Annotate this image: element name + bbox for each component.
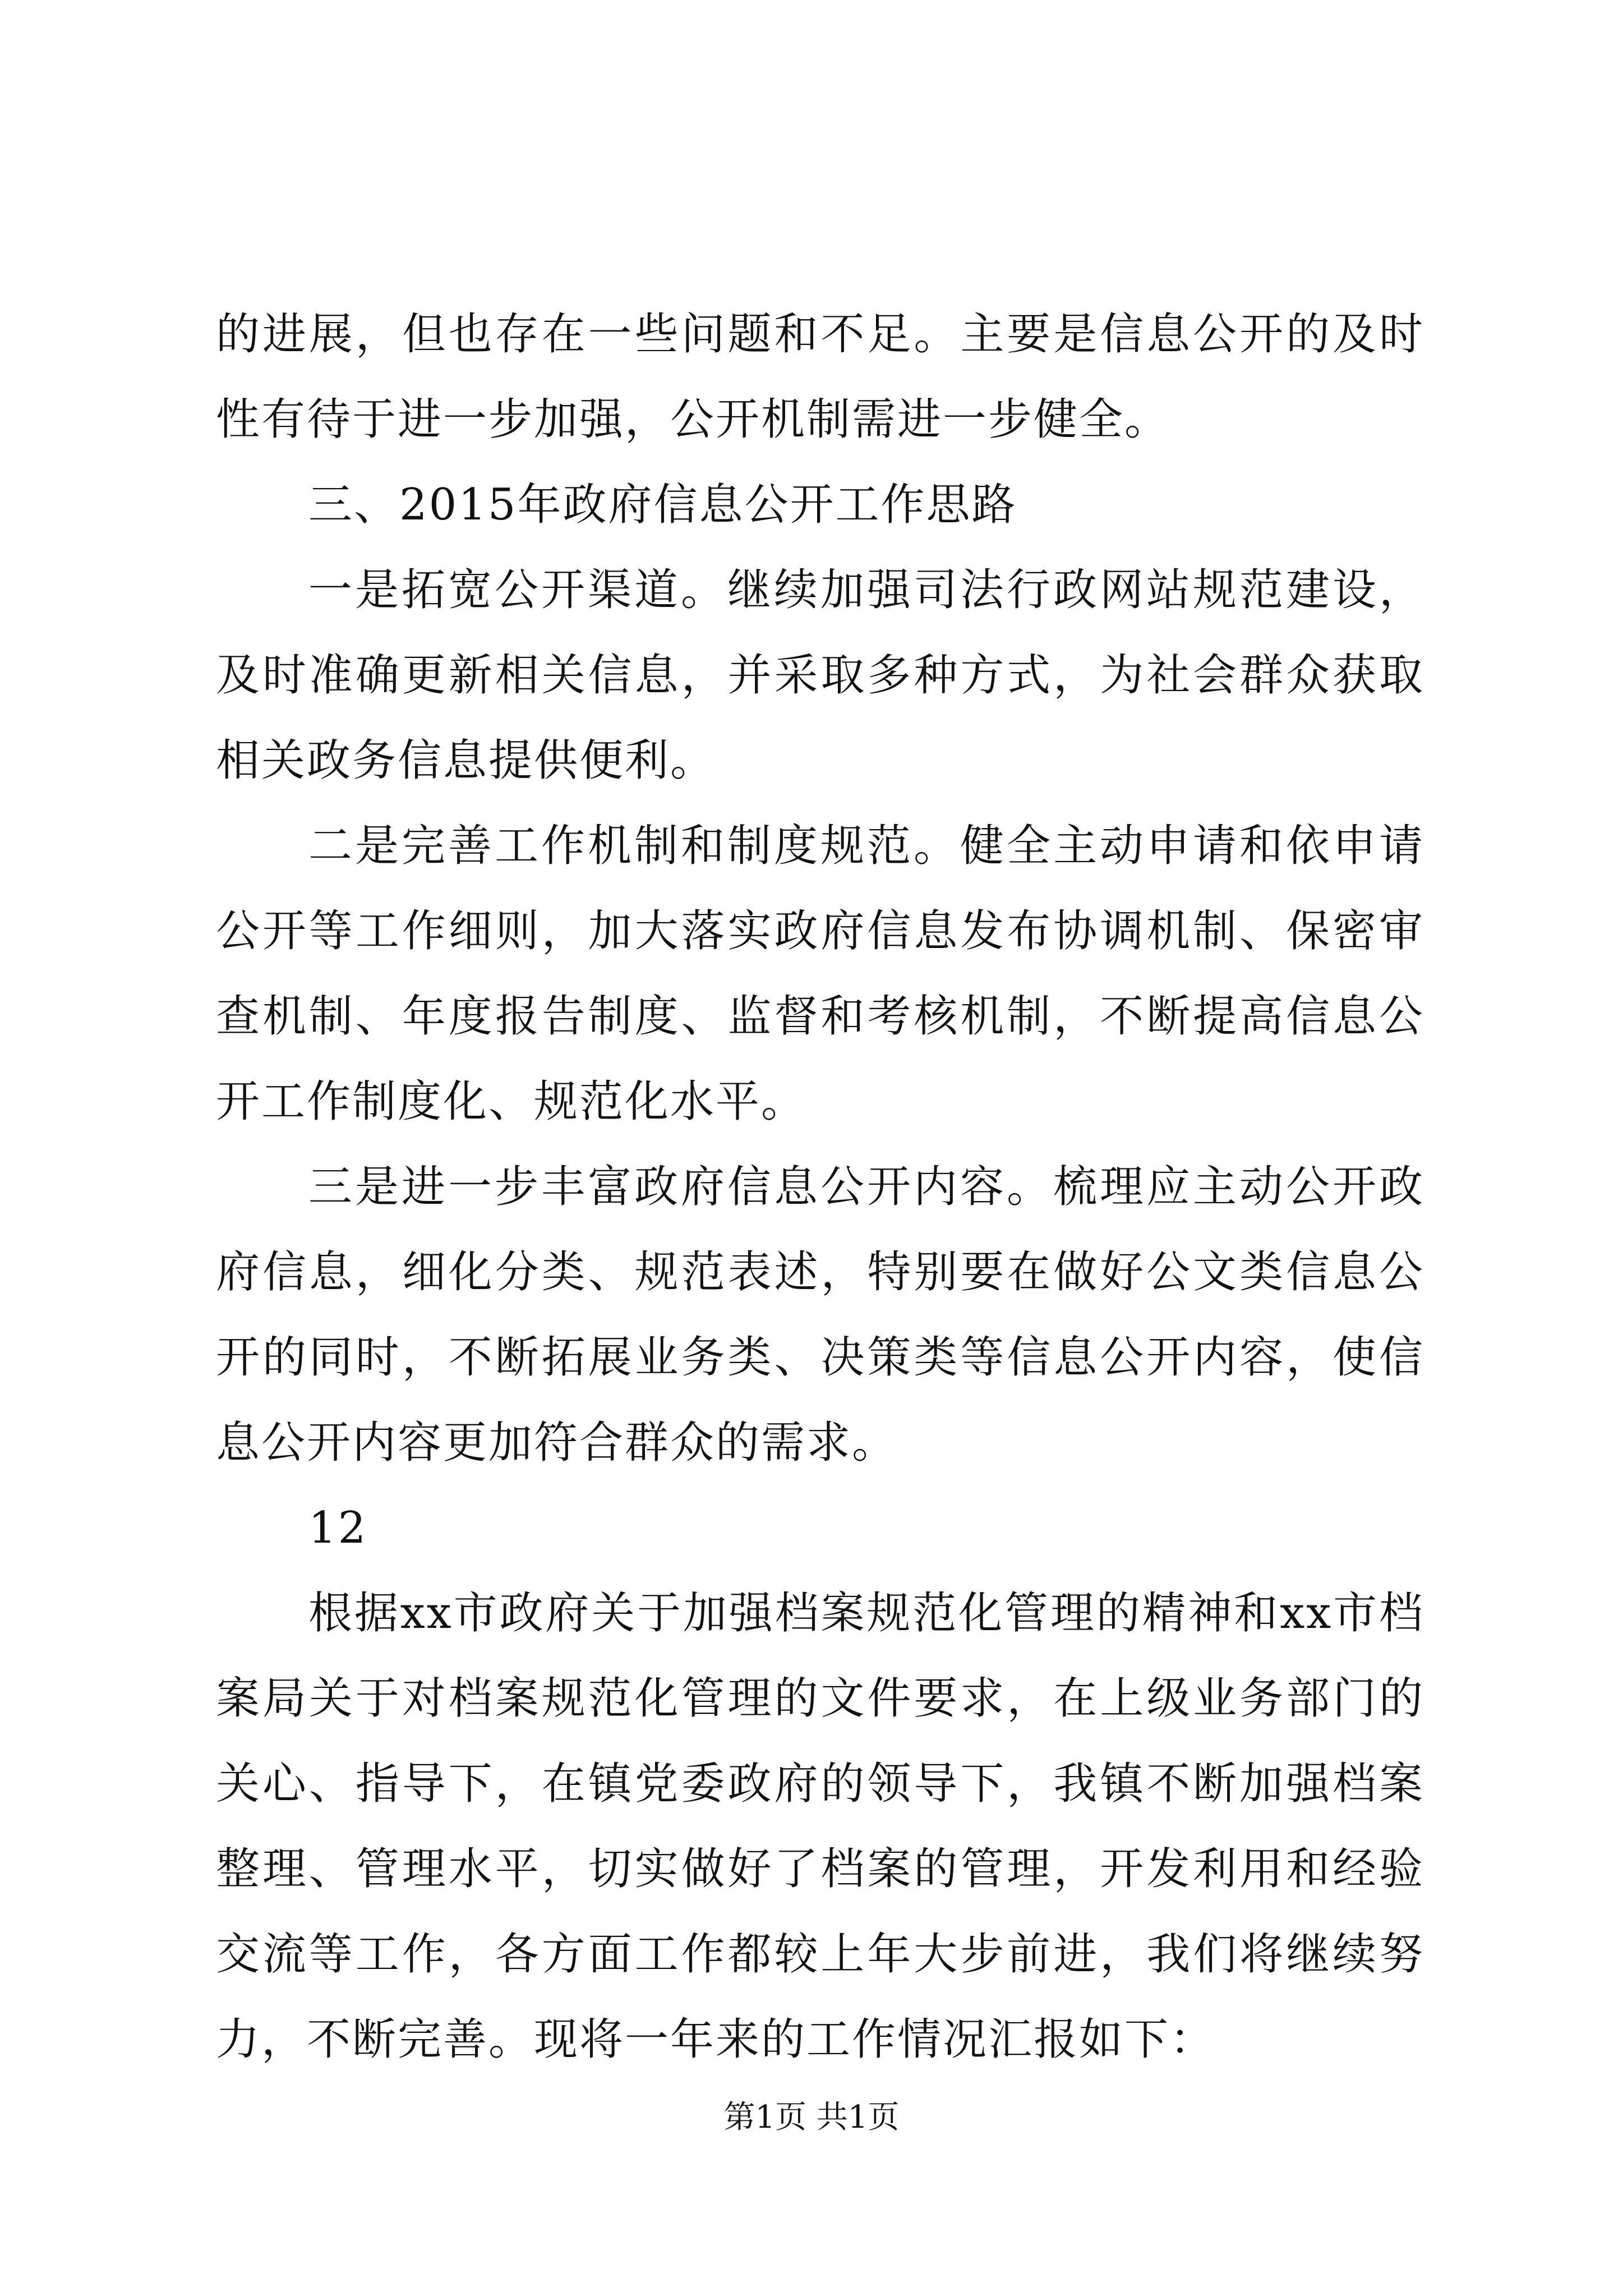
page-footer: 第1页 共1页	[723, 2099, 900, 2136]
paragraph-content: 三是进一步丰富政府信息公开内容。梳理应主动公开政府信息，细化分类、规范表述，特别要在做好公文类信息公开的同时，不断拓展业务类、决策类等信息公开内容，使信息公开内容更加符合群众的需求。	[216, 1162, 1424, 1468]
section-heading: 三、2015年政府信息公开工作思路	[308, 480, 1017, 530]
paragraph-channels: 一是拓宽公开渠道。继续加强司法行政网站规范建设，及时准确更新相关信息，并采取多种方式，为社会群众获取相关政务信息提供便利。	[216, 565, 1424, 786]
paragraph-archives: 根据xx市政府关于加强档案规范化管理的精神和xx市档案局关于对档案规范化管理的文件要求，在上级业务部门的关心、指导下，在镇党委政府的领导下，我镇不断加强档案整理、管理水平，切实做好了档案的管理，开发利用和经验交流等工作，各方面工作都较上年大步前进，我们将继续努力，不断完善。现将一年来的工作情况汇报如下：	[216, 1588, 1424, 2065]
paragraph-continued: 的进展，但也存在一些问题和不足。主要是信息公开的及时性有待于进一步加强，公开机制需进一步健全。	[216, 309, 1424, 445]
paragraph-mechanism: 二是完善工作机制和制度规范。健全主动申请和依申请公开等工作细则，加大落实政府信息发布协调机制、保密审查机制、年度报告制度、监督和考核机制，不断提高信息公开工作制度化、规范化水平。	[216, 821, 1424, 1127]
document-body	[216, 292, 1424, 2082]
paragraph-number: 12	[308, 1503, 368, 1553]
